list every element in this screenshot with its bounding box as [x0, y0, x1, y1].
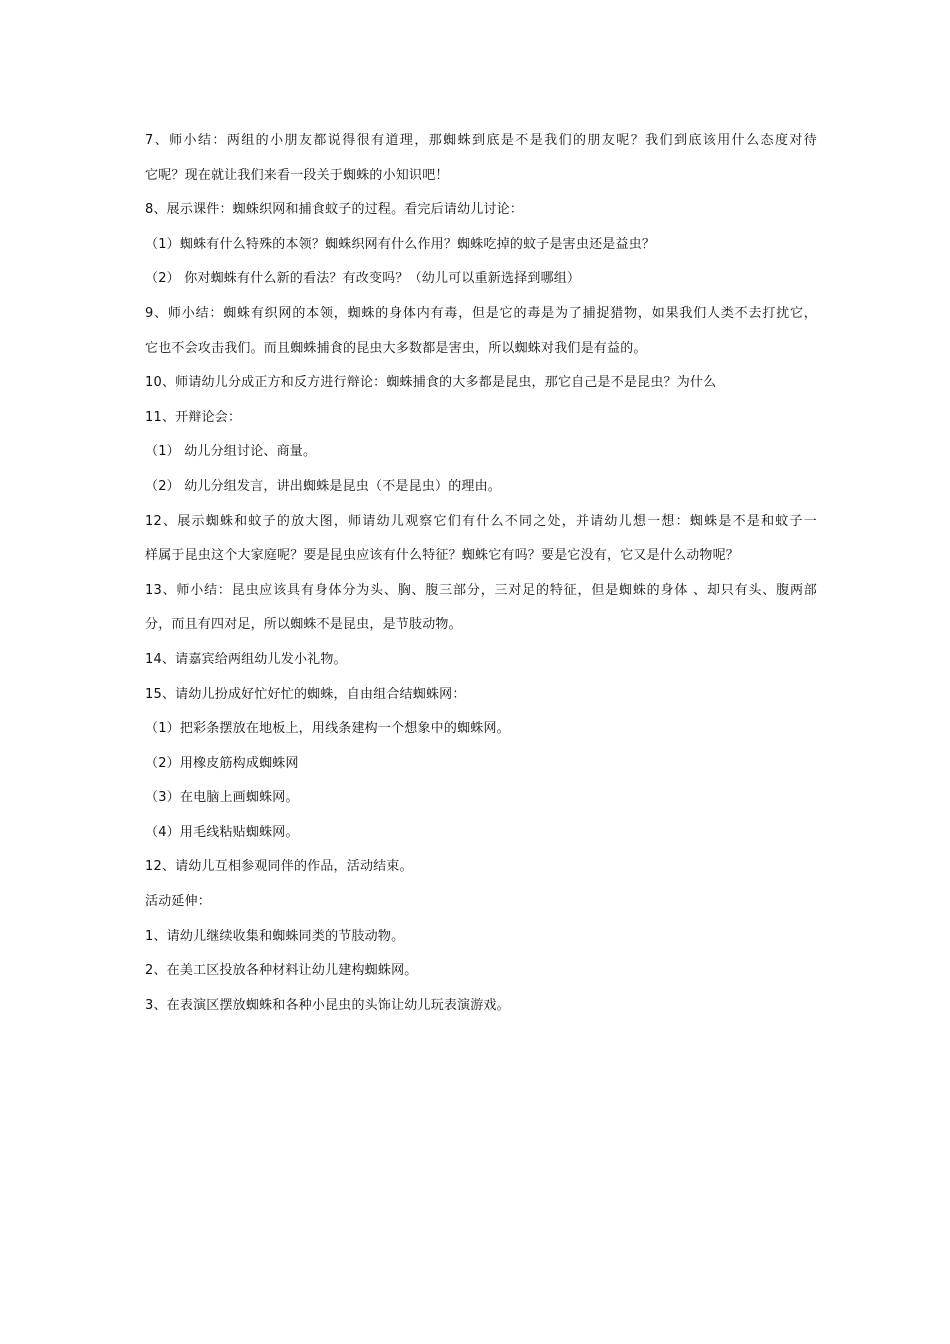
paragraph-15: 15、请幼儿扮成好忙好忙的蜘蛛，自由组合结蜘蛛网：	[145, 686, 466, 702]
paragraph-10: 10、师请幼儿分成正方和反方进行辩论：蜘蛛捕食的大多都是昆虫，那它自己是不是昆虫？为什么	[145, 375, 717, 391]
paragraph-15-item-4: （4）用毛线粘贴蜘蛛网。	[145, 824, 299, 840]
paragraph-13-line-1: 13、师小结：昆虫应该具有身体分为头、胸、腹三部分，三对足的特征，但是蜘蛛的身体 、却只有头、腹两部	[145, 582, 817, 598]
paragraph-8-item-2: （2） 你对蜘蛛有什么新的看法？有改变吗？（幼儿可以重新选择到哪组）	[145, 271, 581, 287]
paragraph-12b: 12、请幼儿互相参观同伴的作品，活动结束。	[145, 859, 413, 875]
paragraph-8-item-1: （1）蜘蛛有什么特殊的本领？蜘蛛织网有什么作用？蜘蛛吃掉的蚊子是害虫还是益虫？	[145, 236, 656, 252]
paragraph-11-item-2: （2） 幼儿分组发言，讲出蜘蛛是昆虫（不是昆虫）的理由。	[145, 478, 502, 494]
paragraph-7-line-1: 7、师小结：两组的小朋友都说得很有道理，那蜘蛛到底是不是我们的朋友呢？我们到底该用什么态度对待	[145, 133, 817, 148]
extension-item-3: 3、在表演区摆放蜘蛛和各种小昆虫的头饰让幼儿玩表演游戏。	[145, 997, 510, 1013]
paragraph-12-line-1: 12、展示蜘蛛和蚊子的放大图，师请幼儿观察它们有什么不同之处，并请幼儿想一想：蜘蛛是不是和蚊子一	[145, 513, 817, 529]
paragraph-14: 14、请嘉宾给两组幼儿发小礼物。	[145, 651, 347, 667]
paragraph-8: 8、展示课件：蜘蛛织网和捕食蚊子的过程。看完后请幼儿讨论：	[145, 202, 524, 218]
paragraph-9-line-2: 它也不会攻击我们。而且蜘蛛捕食的昆虫大多数都是害虫，所以蜘蛛对我们是有益的。	[145, 340, 647, 356]
extension-heading: 活动延伸：	[145, 894, 212, 910]
paragraph-15-item-3: （3）在电脑上画蜘蛛网。	[145, 790, 299, 806]
paragraph-7-line-2: 它呢？现在就让我们来看一段关于蜘蛛的小知识吧！	[145, 167, 449, 183]
paragraph-11: 11、开辩论会：	[145, 409, 242, 425]
paragraph-11-item-1: （1） 幼儿分组讨论、商量。	[145, 444, 317, 460]
paragraph-15-item-2: （2）用橡皮筋构成蜘蛛网	[145, 755, 299, 771]
paragraph-9-line-1: 9、师小结：蜘蛛有织网的本领，蜘蛛的身体内有毒，但是它的毒是为了捕捉猎物，如果我们人类不去打扰它，	[145, 305, 817, 321]
extension-item-2: 2、在美工区投放各种材料让幼儿建构蜘蛛网。	[145, 963, 418, 979]
extension-item-1: 1、请幼儿继续收集和蜘蛛同类的节肢动物。	[145, 928, 405, 944]
document-body	[145, 124, 817, 1023]
paragraph-12-line-2: 样属于昆虫这个大家庭呢？要是昆虫应该有什么特征？蜘蛛它有吗？要是它没有，它又是什么动物呢？	[145, 548, 740, 564]
paragraph-13-line-2: 分，而且有四对足，所以蜘蛛不是昆虫，是节肢动物。	[145, 617, 462, 633]
paragraph-15-item-1: （1）把彩条摆放在地板上，用线条建构一个想象中的蜘蛛网。	[145, 721, 510, 737]
